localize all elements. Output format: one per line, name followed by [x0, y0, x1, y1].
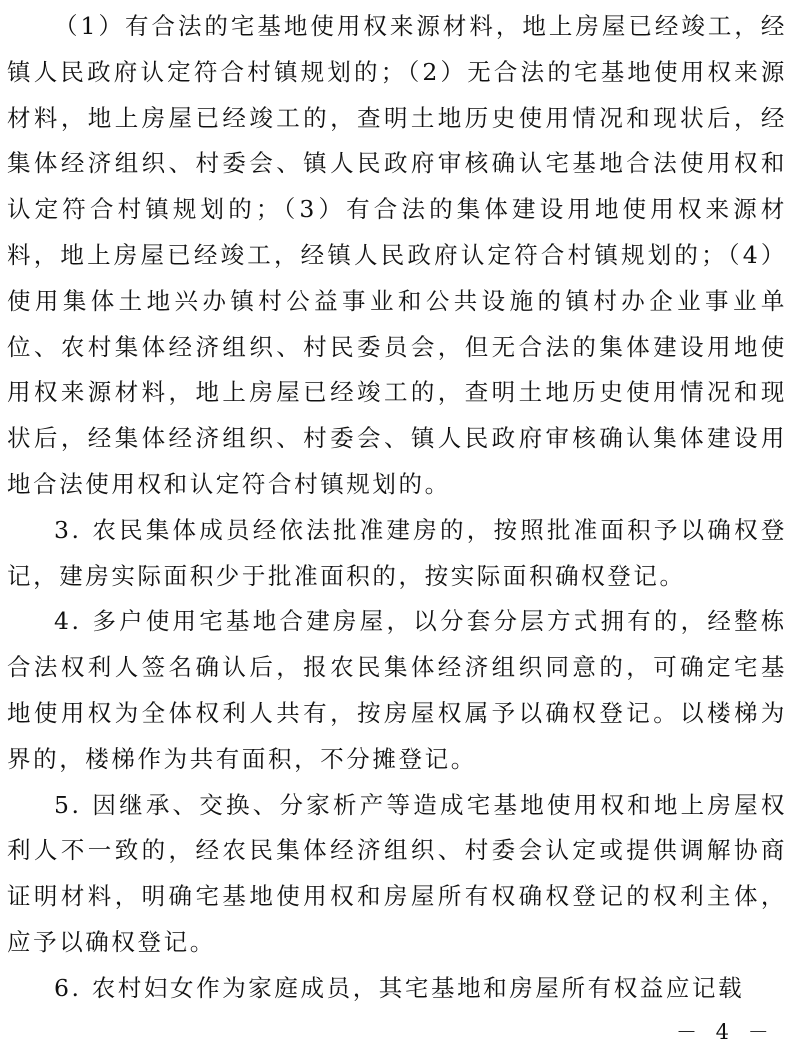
paragraph-registration-conditions: （1）有合法的宅基地使用权来源材料，地上房屋已经竣工，经镇人民政府认定符合村镇规划的；（2）无合法的宅基地使用权来源材料，地上房屋已经竣工的，查明土地历史使用情况和现状后，经集体经济组织、村委会、镇人民政府审核确认宅基地合法使用权和认定符合村镇规划的；（3）有合法的集体建设用地使用权来源材料，地上房屋已经竣工，经镇人民政府认定符合村镇规划的；（4）使用集体土地兴办镇村公益事业和公共设施的镇村办企业事业单位、农村集体经济组织、村民委员会，但无合法的集体建设用地使用权来源材料，地上房屋已经竣工的，查明土地历史使用情况和现状后，经集体经济组织、村委会、镇人民政府审核确认集体建设用地合法使用权和认定符合村镇规划的。 — [7, 12, 787, 498]
paragraph-item-3: 3. 农民集体成员经依法批准建房的，按照批准面积予以确权登记，建房实际面积少于批准面积的，按实际面积确权登记。 — [7, 515, 787, 590]
paragraph-item-6: 6. 农村妇女作为家庭成员，其宅基地和房屋所有权益应记载 — [54, 973, 745, 1002]
paragraph-item-4: 4. 多户使用宅基地合建房屋，以分套分层方式拥有的，经整栋合法权利人签名确认后，报农民集体经济组织同意的，可确定宅基地使用权为全体权利人共有，按房屋权属予以确权登记。以楼梯为界的，楼梯作为共有面积，不分摊登记。 — [7, 607, 787, 773]
document-page — [7, 4, 787, 1012]
page-number: － 4 － — [676, 1020, 775, 1044]
paragraph-item-5: 5. 因继承、交换、分家析产等造成宅基地使用权和地上房屋权利人不一致的，经农民集体经济组织、村委会认定或提供调解协商证明材料，明确宅基地使用权和房屋所有权确权登记的权利主体，应予以确权登记。 — [7, 790, 787, 956]
